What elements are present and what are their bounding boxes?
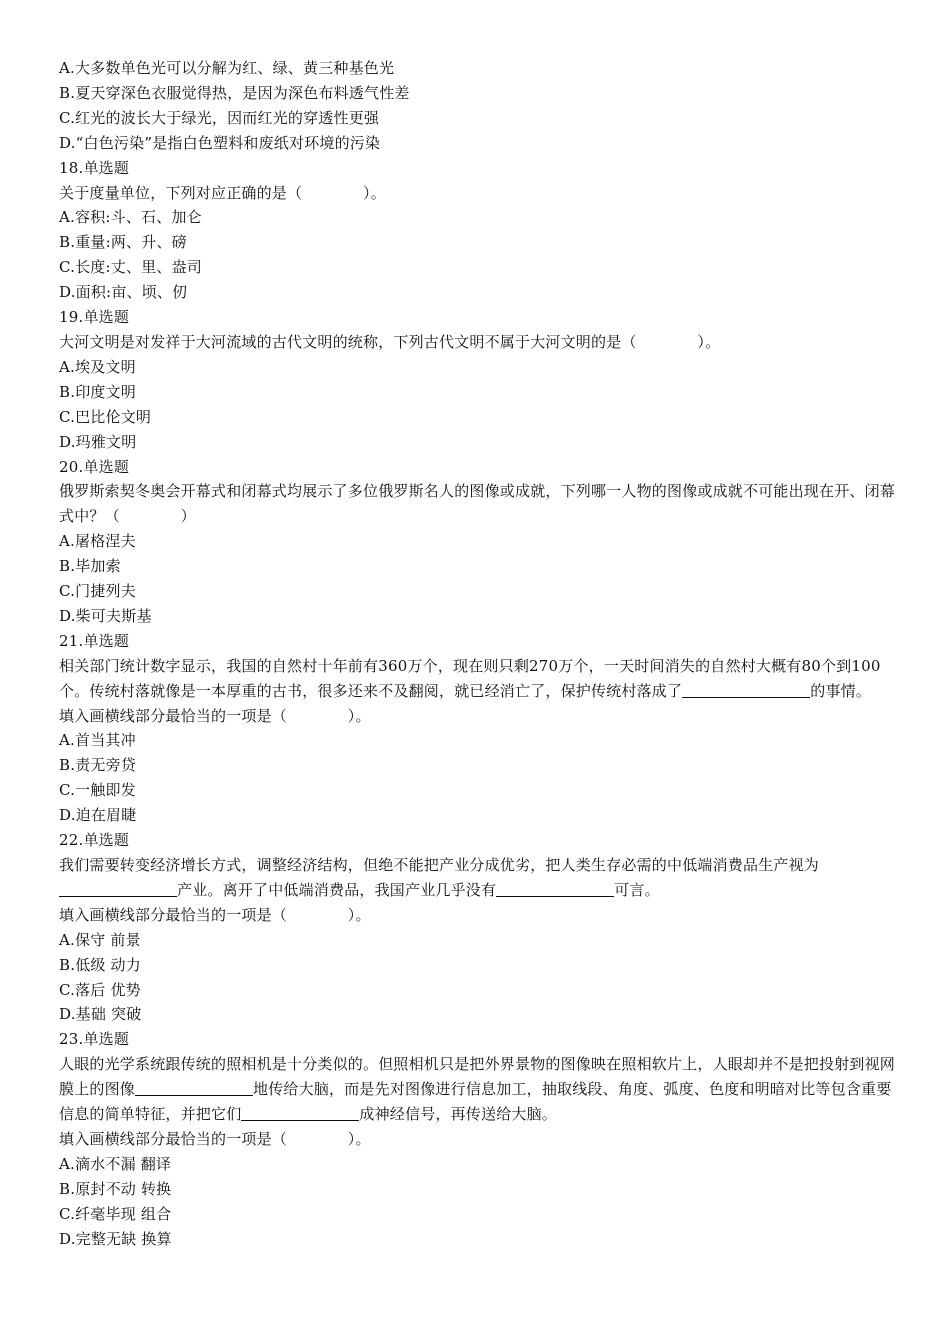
q19-header: 19.单选题 bbox=[59, 308, 130, 327]
q20-option-d: D.柴可夫斯基 bbox=[59, 606, 152, 625]
q23-option-a: A.滴水不漏 翻译 bbox=[59, 1154, 172, 1173]
q21-stem-part1: 相关部门统计数字显示，我国的自然村十年前有360万个，现在则只剩270万个，一天时间消失的自然村大概有80个到100个。传统村落就像是一本厚重的古书，很多还来不及翻阅，就已经消亡了，保护传统村落成了 bbox=[59, 656, 881, 700]
prev-option-d: D.“白色污染”是指白色塑料和废纸对环境的污染 bbox=[59, 133, 381, 152]
q22-option-c: C.落后 优势 bbox=[59, 980, 141, 999]
q18-stem: 关于度量单位，下列对应正确的是（ ）。 bbox=[59, 183, 386, 202]
q20-option-b: B.毕加索 bbox=[59, 557, 121, 576]
prev-option-c: C.红光的波长大于绿光，因而红光的穿透性更强 bbox=[59, 108, 380, 127]
q22-instruction: 填入画横线部分最恰当的一项是（ ）。 bbox=[59, 905, 371, 924]
q22-stem-part2: 产业。离开了中低端消费品，我国产业几乎没有 bbox=[177, 880, 497, 899]
q18-option-b: B.重量:两、升、磅 bbox=[59, 233, 187, 252]
q21-header: 21.单选题 bbox=[59, 631, 130, 650]
q23-stem bbox=[59, 1052, 899, 1127]
q21-option-b: B.责无旁贷 bbox=[59, 756, 136, 775]
q20-header: 20.单选题 bbox=[59, 457, 130, 476]
q19-option-b: B.印度文明 bbox=[59, 382, 136, 401]
q21-instruction: 填入画横线部分最恰当的一项是（ ）。 bbox=[59, 706, 371, 725]
q21-stem-part2: 的事情。 bbox=[810, 681, 872, 700]
q21-stem bbox=[59, 654, 899, 704]
q18-header: 18.单选题 bbox=[59, 158, 130, 177]
q21-option-a: A.首当其冲 bbox=[59, 731, 136, 750]
q23-option-c: C.纤毫毕现 组合 bbox=[59, 1204, 172, 1223]
answer-blank bbox=[135, 1079, 253, 1096]
answer-blank bbox=[746, 681, 810, 698]
q19-option-d: D.玛雅文明 bbox=[59, 432, 137, 451]
q23-stem-part2: 地传给大脑，而是先对图像进行信息加工，抽取线段、角度、弧度、色度和明暗对比等包含重要信息的简单特征，并把它们 bbox=[59, 1080, 892, 1124]
q20-stem: 俄罗斯索契冬奥会开幕式和闭幕式均展示了多位俄罗斯名人的图像或成就，下列哪一人物的图像或成就不可能出现在开、闭幕式中？（ ） bbox=[59, 482, 896, 526]
q22-stem bbox=[59, 853, 899, 903]
q22-stem-part3: 可言。 bbox=[614, 880, 660, 899]
q18-option-c: C.长度:丈、里、盎司 bbox=[59, 258, 202, 277]
q23-stem-part1: 人眼的光学系统跟传统的照相机是十分类似的。但照相机只是把外界景物的图像映在照相软片上，人眼却并不是把投射到视网膜上的图像 bbox=[59, 1055, 896, 1099]
q23-stem-part3: 成神经信号，再传送给大脑。 bbox=[359, 1105, 558, 1124]
q22-stem-part1: 我们需要转变经济增长方式，调整经济结构，但绝不能把产业分成优劣，把人类生存必需的中低端消费品生产视为 bbox=[59, 856, 820, 874]
q23-option-b: B.原封不动 转换 bbox=[59, 1179, 172, 1198]
prev-option-a: A.大多数单色光可以分解为红、绿、黄三种基色光 bbox=[59, 59, 395, 77]
q22-option-d: D.基础 突破 bbox=[59, 1005, 142, 1024]
q18-option-d: D.面积:亩、顷、仞 bbox=[59, 283, 188, 302]
answer-blank bbox=[241, 1104, 359, 1121]
q19-stem: 大河文明是对发祥于大河流域的古代文明的统称，下列古代文明不属于大河文明的是（ ）。 bbox=[59, 332, 721, 351]
exam-document bbox=[59, 56, 901, 1252]
q23-option-d: D.完整无缺 换算 bbox=[59, 1229, 172, 1248]
q22-option-a: A.保守 前景 bbox=[59, 930, 141, 949]
q23-instruction: 填入画横线部分最恰当的一项是（ ）。 bbox=[59, 1129, 371, 1148]
answer-blank bbox=[682, 681, 746, 698]
answer-blank bbox=[59, 880, 177, 897]
answer-blank bbox=[496, 880, 614, 897]
q21-option-d: D.迫在眉睫 bbox=[59, 806, 137, 825]
prev-option-b: B.夏天穿深色衣服觉得热，是因为深色布料透气性差 bbox=[59, 83, 410, 102]
q21-option-c: C.一触即发 bbox=[59, 781, 136, 800]
q19-option-c: C.巴比伦文明 bbox=[59, 407, 152, 426]
q20-option-c: C.门捷列夫 bbox=[59, 582, 136, 601]
q23-header: 23.单选题 bbox=[59, 1030, 130, 1049]
q22-option-b: B.低级 动力 bbox=[59, 955, 141, 974]
q22-header: 22.单选题 bbox=[59, 831, 130, 850]
q19-option-a: A.埃及文明 bbox=[59, 357, 136, 376]
q18-option-a: A.容积:斗、石、加仑 bbox=[59, 208, 202, 227]
q20-option-a: A.屠格涅夫 bbox=[59, 532, 136, 551]
